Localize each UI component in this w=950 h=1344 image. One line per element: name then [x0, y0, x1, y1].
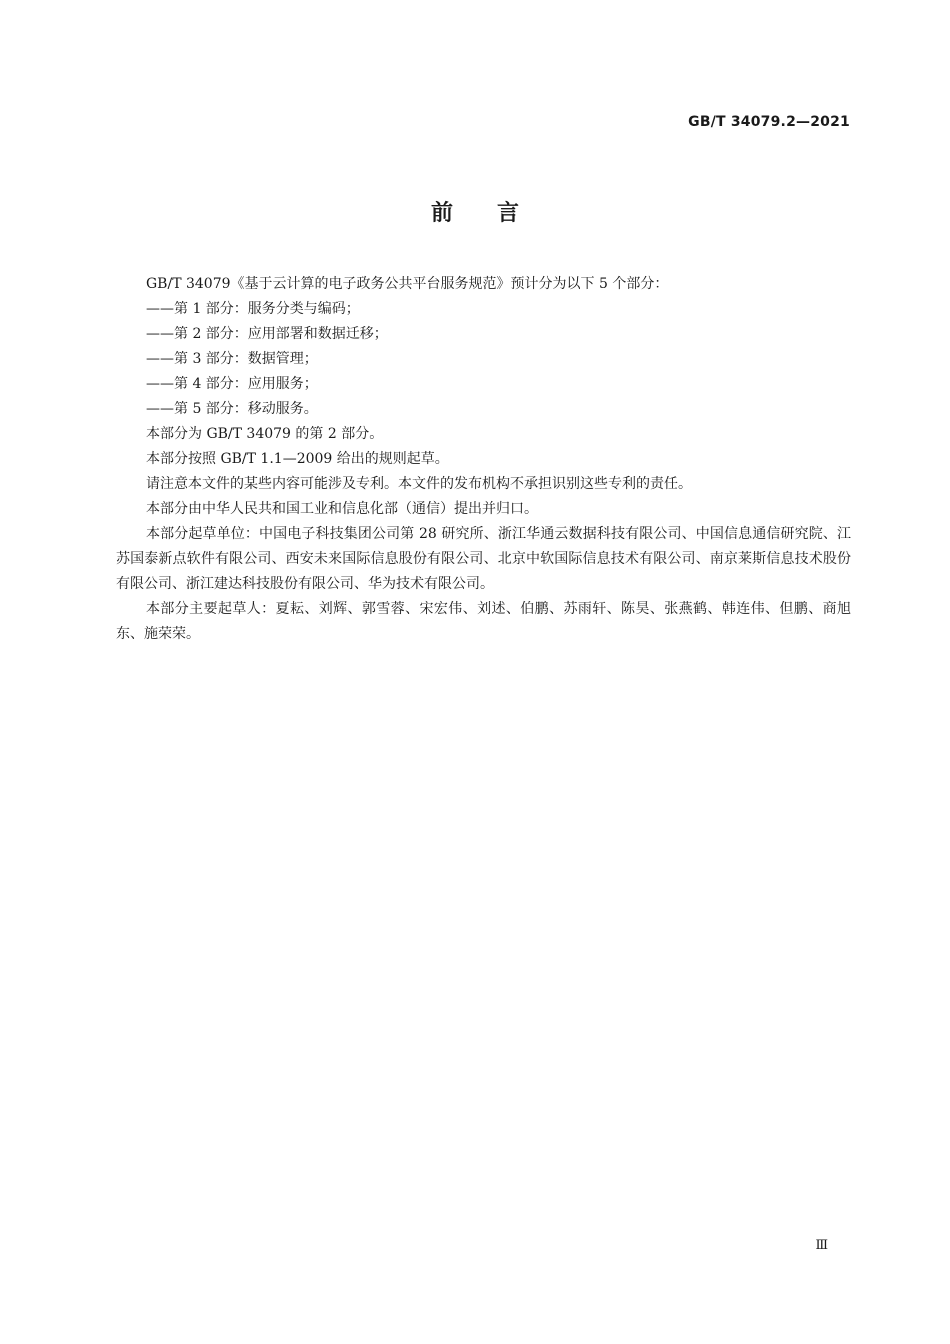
list-item-part-3: ——第 3 部分：数据管理； [146, 351, 318, 367]
list-item-part-4: ——第 4 部分：应用服务； [146, 376, 318, 392]
paragraph-drafters: 本部分主要起草人：夏耘、刘辉、郭雪蓉、宋宏伟、刘述、伯鹏、苏雨轩、陈昊、张燕鹤、韩连伟、但鹏、商旭东、施荣荣。 [116, 601, 851, 642]
paragraph-part-scope: 本部分为 GB/T 34079 的第 2 部分。 [146, 426, 384, 442]
paragraph-proposer: 本部分由中华人民共和国工业和信息化部（通信）提出并归口。 [146, 501, 538, 517]
standard-code: GB/T 34079.2—2021 [688, 114, 850, 130]
page-title: 前言 [430, 201, 563, 226]
paragraph-intro: GB/T 34079《基于云计算的电子政务公共平台服务规范》预计分为以下 5 个部分： [146, 276, 669, 292]
paragraph-drafting-units: 本部分起草单位：中国电子科技集团公司第 28 研究所、浙江华通云数据科技有限公司、中国信息通信研究院、江苏国泰新点软件有限公司、西安未来国际信息股份有限公司、北京中软国际信息技术有限公司、南京莱斯信息技术股份有限公司、浙江建达科技股份有限公司、华为技术有限公司。 [116, 526, 851, 592]
foreword-body [116, 272, 851, 647]
page-number: Ⅲ [815, 1238, 828, 1253]
paragraph-drafting-rules: 本部分按照 GB/T 1.1—2009 给出的规则起草。 [146, 451, 449, 467]
list-item-part-1: ——第 1 部分：服务分类与编码； [146, 301, 360, 317]
paragraph-patent-notice: 请注意本文件的某些内容可能涉及专利。本文件的发布机构不承担识别这些专利的责任。 [146, 476, 692, 492]
list-item-part-5: ——第 5 部分：移动服务。 [146, 401, 318, 417]
list-item-part-2: ——第 2 部分：应用部署和数据迁移； [146, 326, 388, 342]
